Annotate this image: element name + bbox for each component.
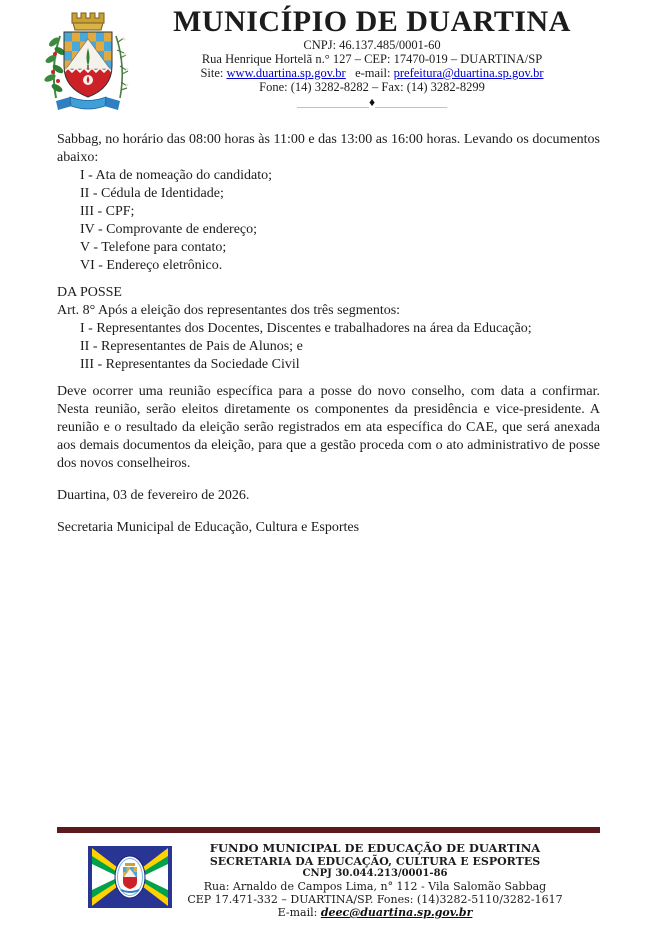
header-site-email-line bbox=[138, 66, 606, 80]
paragraph-posse: Deve ocorrer uma reunião específica para a posse do novo conselho, com data a confirmar. Nesta reunião, serão eleitos diretamente os componentes da presidência e vice-presidente. A reunião e o resultado da eleição serão registrados em ata específica do CAE, que será anexada aos demais documentos da eleição, para que a gestão proceda com o ato administrativo de posse dos novos conselheiros. bbox=[57, 384, 600, 471]
mural-crown-icon bbox=[72, 13, 104, 30]
footer-address: Rua: Arnaldo de Campos Lima, n° 112 - Vila Salomão Sabbag bbox=[203, 880, 547, 893]
list-item: I - Ata de nomeação do candidato; bbox=[80, 168, 273, 183]
paragraph-article-8: Art. 8° Após a eleição dos representantes dos três segmentos: bbox=[57, 303, 401, 318]
footer-email-link[interactable]: deec@duartina.sp.gov.br bbox=[320, 906, 473, 919]
email-label: e-mail: bbox=[355, 66, 391, 80]
header-phone: Fone: (14) 3282-8282 – Fax: (14) 3282-8299 bbox=[259, 80, 485, 94]
footer-email-line bbox=[150, 906, 600, 919]
page-title: MUNICÍPIO DE DUARTINA bbox=[173, 5, 571, 38]
list-item: I - Representantes dos Docentes, Discentes e trabalhadores na área da Educação; bbox=[80, 321, 532, 336]
header-divider: ____________♦____________ bbox=[296, 95, 448, 109]
list-item: III - Representantes da Sociedade Civil bbox=[80, 357, 300, 372]
header-address: Rua Henrique Hortelã n.° 127 – CEP: 17470-019 – DUARTINA/SP bbox=[201, 52, 543, 66]
footer-letterhead bbox=[150, 841, 600, 919]
shield-icon bbox=[64, 32, 112, 101]
document-body bbox=[57, 131, 600, 537]
footer-secretariat-name: SECRETARIA DA EDUCAÇÃO, CULTURA E ESPORTES bbox=[209, 855, 541, 868]
required-documents-list bbox=[57, 167, 600, 275]
list-item: V - Telefone para contato; bbox=[80, 240, 227, 255]
header-cnpj: CNPJ: 46.137.485/0001-60 bbox=[303, 38, 441, 52]
section-title: DA POSSE bbox=[57, 285, 122, 300]
footer-cnpj: CNPJ 30.044.213/0001-86 bbox=[302, 868, 448, 879]
list-item: II - Cédula de Identidade; bbox=[80, 186, 224, 201]
email-link[interactable]: prefeitura@duartina.sp.gov.br bbox=[393, 66, 544, 80]
list-item: IV - Comprovante de endereço; bbox=[80, 222, 258, 237]
paragraph-schedule: Sabbag, no horário das 08:00 horas às 11:00 e das 13:00 as 16:00 horas. Levando os documentos abaixo: bbox=[57, 132, 600, 165]
footer-cep-phones: CEP 17.471-332 – DUARTINA/SP. Fones: (14)3282-5110/3282-1617 bbox=[187, 893, 563, 906]
diamond-icon: ♦ bbox=[368, 95, 376, 109]
ribbon-icon bbox=[56, 97, 120, 110]
footer-rule bbox=[57, 827, 600, 833]
list-item: II - Representantes de Pais de Alunos; e bbox=[80, 339, 303, 354]
right-branch-icon bbox=[116, 36, 128, 98]
list-item: III - CPF; bbox=[80, 204, 135, 219]
footer-email-label: E-mail: bbox=[277, 906, 318, 919]
site-link[interactable]: www.duartina.sp.gov.br bbox=[226, 66, 346, 80]
letterhead bbox=[138, 6, 606, 108]
municipal-coat-of-arms-logo bbox=[44, 6, 132, 116]
flag-emblem-icon bbox=[115, 856, 145, 898]
footer-fund-name: FUNDO MUNICIPAL DE EDUCAÇÃO DE DUARTINA bbox=[209, 841, 541, 855]
signature-line: Secretaria Municipal de Educação, Cultura e Esportes bbox=[57, 520, 360, 535]
list-item: VI - Endereço eletrônico. bbox=[80, 258, 223, 273]
left-branch-icon bbox=[44, 36, 67, 98]
date-line: Duartina, 03 de fevereiro de 2026. bbox=[57, 488, 250, 503]
segments-list bbox=[57, 320, 600, 374]
site-label: Site: bbox=[200, 66, 224, 80]
